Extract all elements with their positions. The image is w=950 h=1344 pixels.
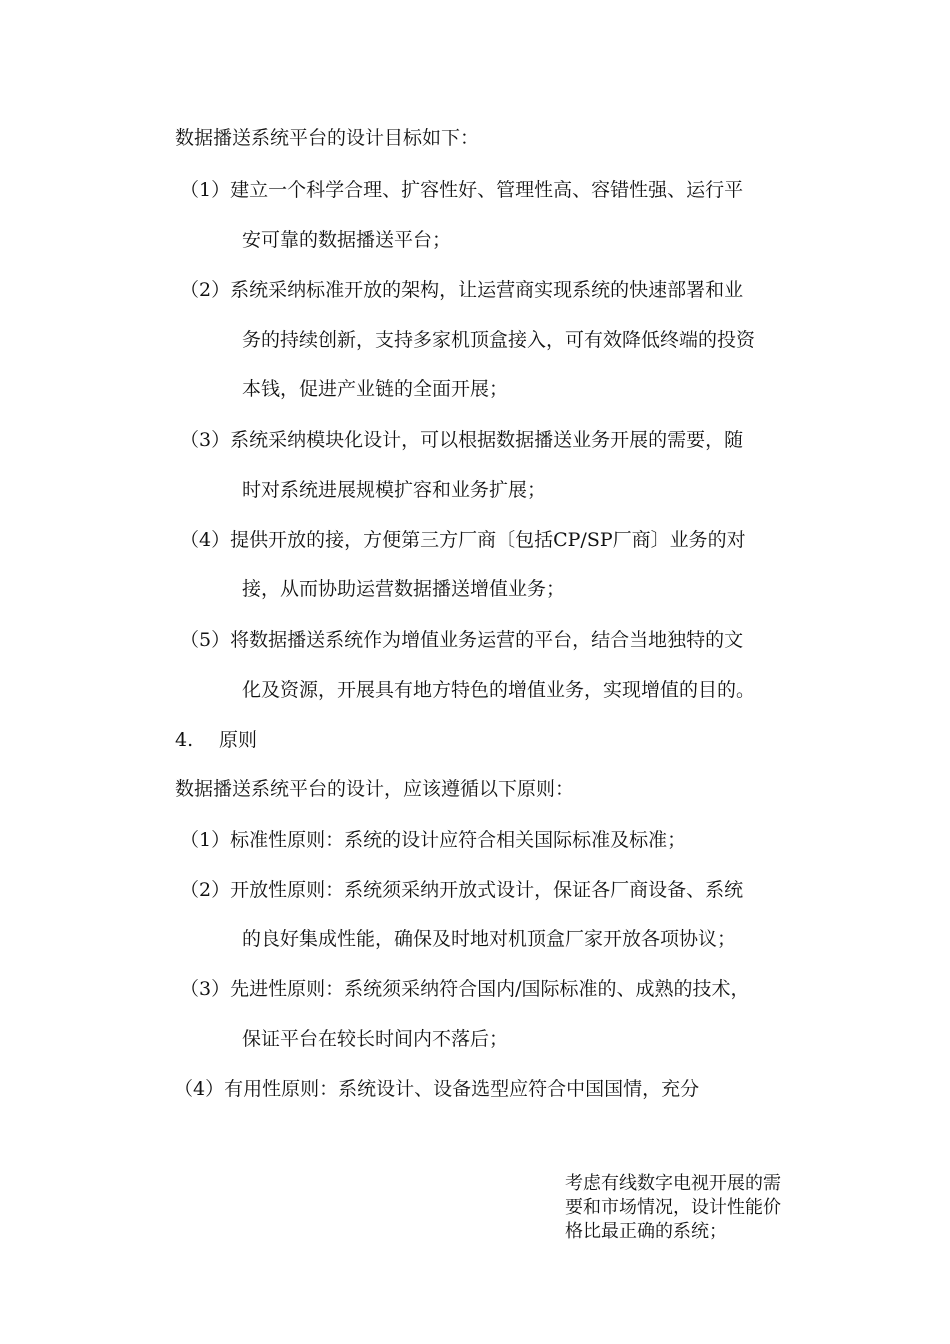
goal-2-line-2: 务的持续创新，支持多家机顶盒接入，可有效降低终端的投资	[242, 329, 756, 351]
principle-2-line-2: 的良好集成性能，确保及时地对机顶盒厂家开放各项协议；	[242, 928, 737, 950]
principle-4-line-1: （4）有用性原则：系统设计、设备选型应符合中国国情，充分	[174, 1078, 700, 1100]
goal-1-line-2: 安可靠的数据播送平台；	[242, 229, 452, 251]
principle-2-line-1: （2）开放性原则：系统须采纳开放式设计，保证各厂商设备、系统	[180, 879, 744, 901]
continuation-line-1: 考虑有线数字电视开展的需	[565, 1173, 781, 1194]
continuation-line-2: 要和市场情况，设计性能价	[565, 1197, 781, 1218]
continuation-block	[565, 1172, 825, 1244]
principle-3-line-1: （3）先进性原则：系统须采纳符合国内/国际标准的、成熟的技术，	[180, 978, 750, 1000]
principles-intro: 数据播送系统平台的设计，应该遵循以下原则：	[175, 778, 575, 800]
continuation-line-3: 格比最正确的系统；	[565, 1221, 727, 1242]
goal-4-line-2: 接，从而协助运营数据播送增值业务；	[242, 578, 566, 600]
goal-2-line-1: （2）系统采纳标准开放的架构，让运营商实现系统的快速部署和业	[180, 279, 744, 301]
principle-1-line-1: （1）标准性原则：系统的设计应符合相关国际标准及标准；	[180, 829, 687, 851]
goal-3-line-2: 时对系统进展规模扩容和业务扩展；	[242, 479, 547, 501]
principle-3-line-2: 保证平台在较长时间内不落后；	[242, 1028, 509, 1050]
goal-1-line-1: （1）建立一个科学合理、扩容性好、管理性高、容错性强、运行平	[180, 179, 744, 201]
goal-3-line-1: （3）系统采纳模块化设计，可以根据数据播送业务开展的需要，随	[180, 429, 744, 451]
goal-5-line-1: （5）将数据播送系统作为增值业务运营的平台，结合当地独特的文	[180, 629, 744, 651]
goal-5-line-2: 化及资源，开展具有地方特色的增值业务，实现增值的目的。	[242, 679, 756, 701]
intro-paragraph: 数据播送系统平台的设计目标如下：	[175, 127, 480, 149]
goal-4-line-1: （4）提供开放的接，方便第三方厂商〔包括CP/SP厂商〕业务的对	[180, 529, 746, 551]
goal-2-line-3: 本钱，促进产业链的全面开展；	[242, 378, 509, 400]
section-title: 原则	[219, 729, 258, 751]
section-number: 4.	[175, 729, 194, 751]
